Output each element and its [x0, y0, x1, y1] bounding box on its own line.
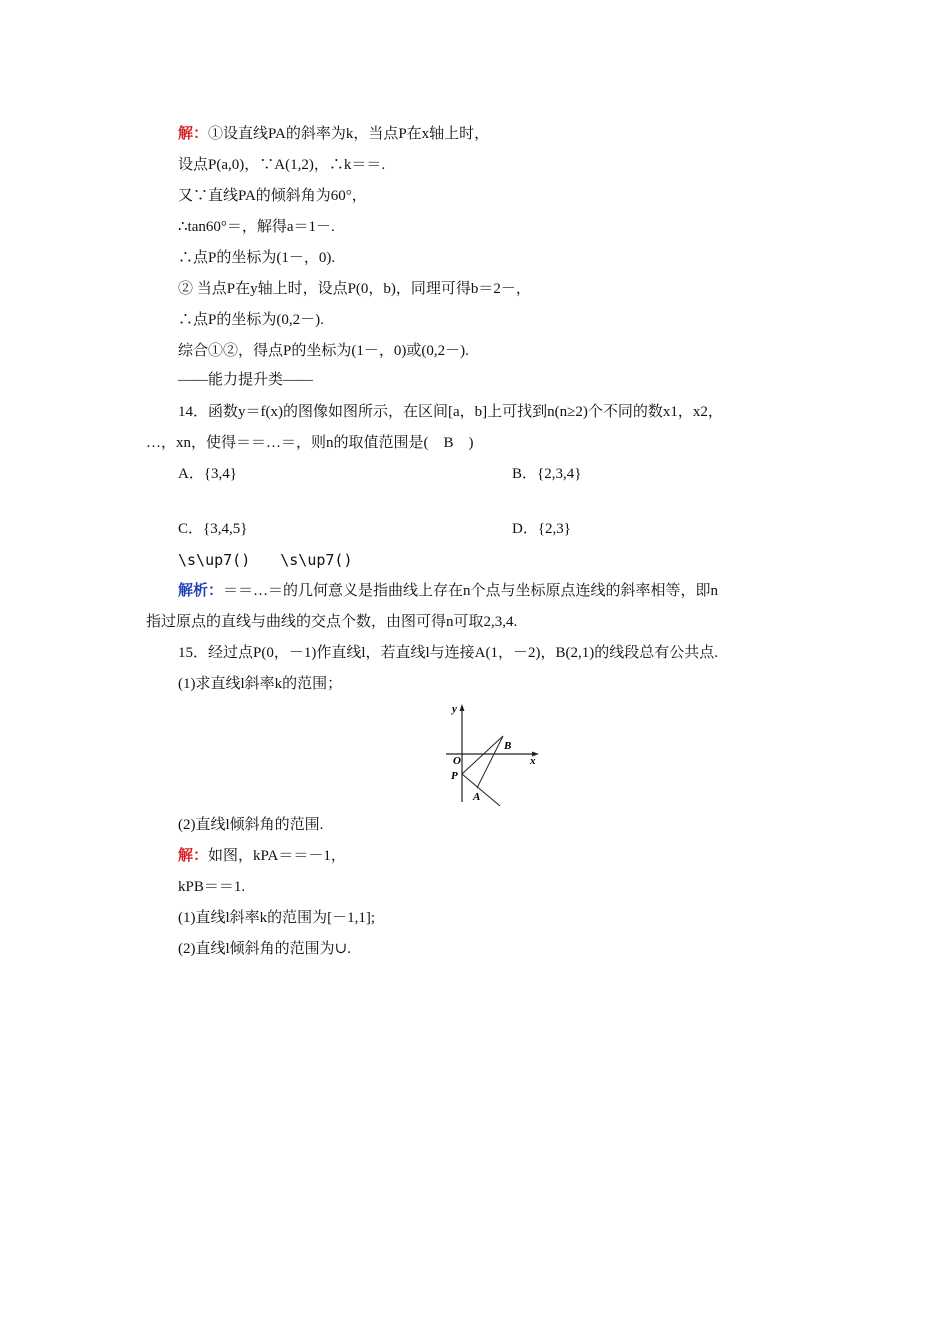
option-a: A．{3,4}: [178, 466, 237, 482]
solution-line: 又∵直线PA的倾斜角为60°，: [178, 188, 367, 204]
origin-label: O: [453, 755, 461, 767]
section-heading: ——能力提升类——: [178, 372, 314, 388]
question-14-line: 14．函数y＝f(x)的图像如图所示，在区间[a，b]上可找到n(n≥2)个不同的数x1，x2，: [178, 404, 723, 420]
option-d: D．{2,3}: [512, 521, 571, 537]
analysis-label: 解析：: [178, 583, 224, 599]
option-c: C．{3,4,5}: [178, 521, 248, 537]
point-b-label: B: [504, 740, 512, 752]
point-p-label: P: [451, 770, 458, 782]
segment-ab: [477, 736, 503, 788]
raw-field-code: \s\up7() \s\up7(): [178, 551, 353, 569]
y-axis-arrow: [460, 704, 465, 711]
solution-line: ∴tan60°＝，解得a＝1－.: [178, 219, 335, 235]
solution-line: 综合①②，得点P的坐标为(1－，0)或(0,2－).: [178, 343, 469, 359]
solution-label: 解：: [178, 126, 209, 142]
solution-15-line: kPB＝＝1.: [178, 879, 246, 895]
solution-line: ∴点P的坐标为(0,2－).: [178, 312, 324, 328]
line-pb: [462, 736, 503, 774]
option-b: B．{2,3,4}: [512, 466, 582, 482]
analysis-line: 解析：＝＝…＝的几何意义是指曲线上存在n个点与坐标原点连线的斜率相等，即n: [178, 583, 719, 599]
solution-15-line: 解：如图，kPA＝＝－1，: [178, 848, 346, 864]
analysis-line: 指过原点的直线与曲线的交点个数，由图可得n可取2,3,4.: [146, 614, 518, 630]
question-15-line: 15．经过点P(0，－1)作直线l，若直线l与连接A(1，－2)，B(2,1)的线段总有公共点.: [178, 645, 718, 661]
line-pa: [462, 774, 500, 806]
solution-line: 解：①设直线PA的斜率为k，当点P在x轴上时，: [178, 126, 490, 142]
solution-15-line: (1)直线l斜率k的范围为[－1,1];: [178, 910, 376, 926]
question-14-line: …，xn，使得＝＝…＝，则n的取值范围是( B ): [146, 435, 474, 451]
x-axis-label: x: [530, 755, 536, 767]
question-15-part2: (2)直线l倾斜角的范围.: [178, 817, 324, 833]
solution-line: 设点P(a,0)，∵A(1,2)，∴k＝＝.: [178, 157, 386, 173]
point-a-label: A: [473, 791, 481, 803]
solution-label: 解：: [178, 848, 209, 864]
y-axis-label: y: [452, 703, 457, 715]
solution-15-line: (2)直线l倾斜角的范围为∪.: [178, 941, 351, 957]
solution-line: ∴点P的坐标为(1－，0).: [178, 250, 336, 266]
solution-line: ② 当点P在y轴上时，设点P(0，b)，同理可得b＝2－，: [178, 281, 531, 297]
coordinate-figure: [444, 702, 544, 806]
question-15-part1: (1)求直线l斜率k的范围；: [178, 676, 343, 692]
